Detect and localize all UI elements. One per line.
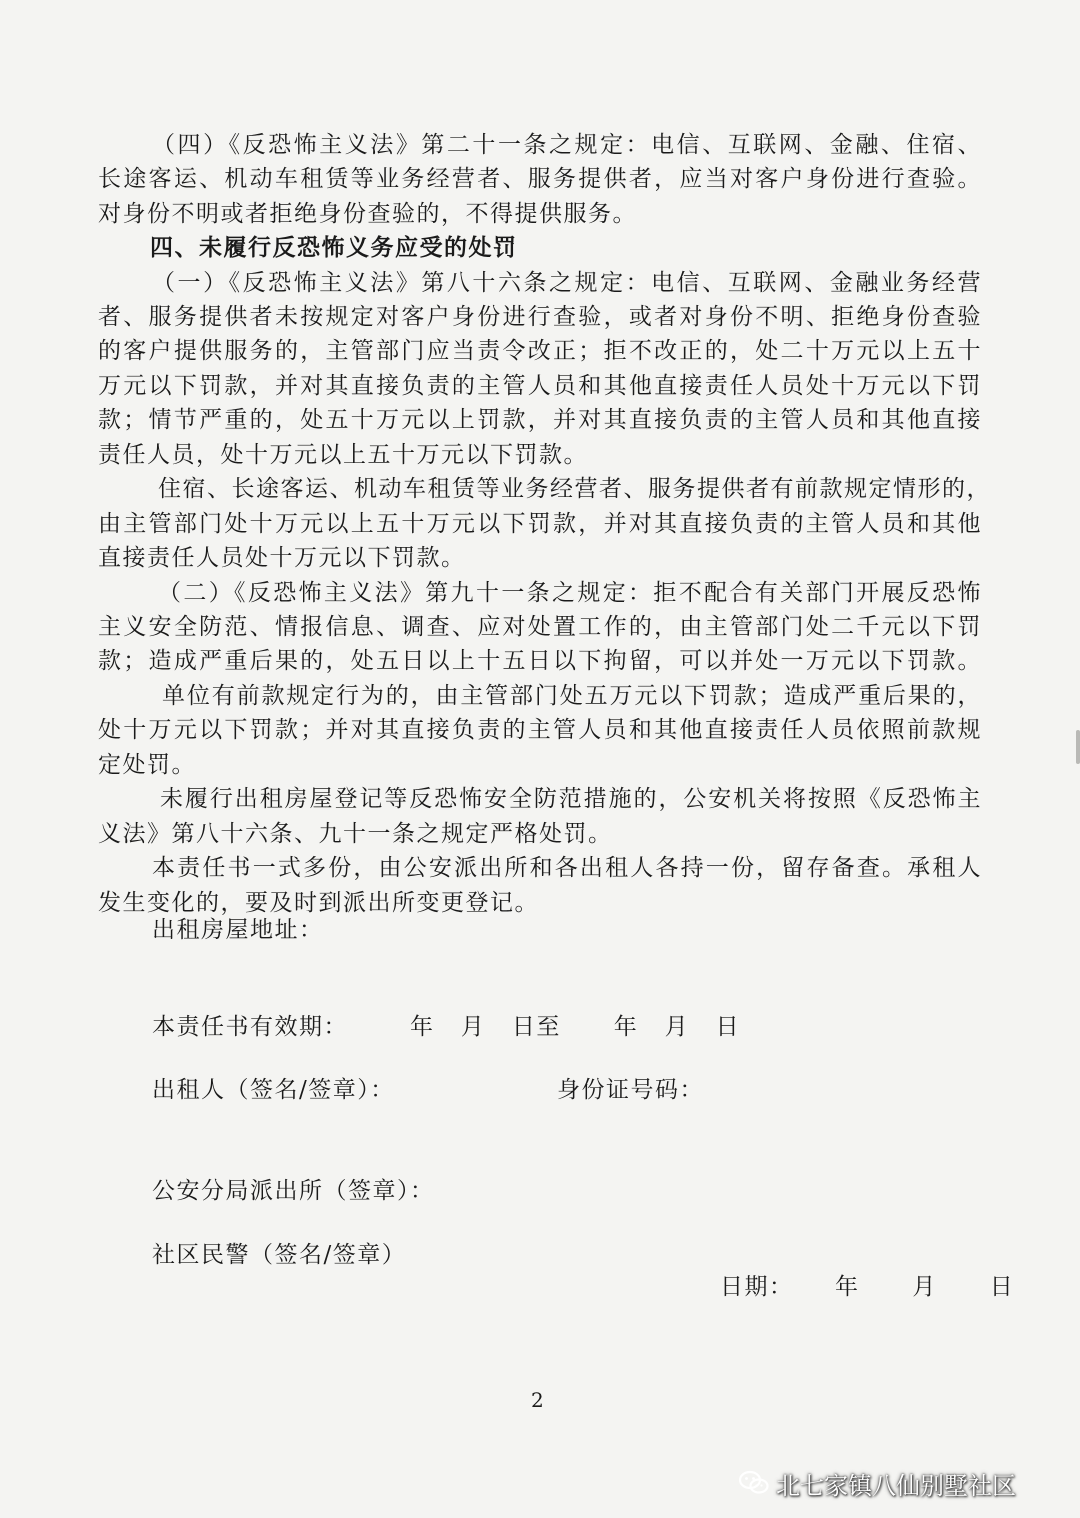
watermark-text: 北七家镇八仙别墅社区 (776, 1471, 1016, 1500)
body-line: 未履行出租房屋登记等反恐怖安全防范措施的，公安机关将按照《反恐怖主 (160, 786, 982, 812)
validity-period-label: 本责任书有效期： (152, 1014, 348, 1040)
date-placeholder: 年 月 日 (835, 1274, 1015, 1300)
body-line: 长途客运、机动车租赁等业务经营者、服务提供者，应当对客户身份进行查验。 (98, 166, 982, 192)
body-line: 本责任书一式多份，由公安派出所和各出租人各持一份，留存备查。承租人 (152, 855, 982, 881)
page-number: 2 (531, 1388, 544, 1412)
id-number-label: 身份证号码： (557, 1077, 704, 1103)
body-line: 由主管部门处十万元以上五十万元以下罚款，并对其直接负责的主管人员和其他 (98, 511, 982, 537)
rental-address-label: 出租房屋地址： (152, 917, 324, 943)
body-line: 者、服务提供者未按规定对客户身份进行查验，或者对身份不明、拒绝身份查验 (98, 304, 982, 330)
body-line: 万元以下罚款，并对其直接负责的主管人员和其他直接责任人员处十万元以下罚 (98, 373, 982, 399)
body-line: 款；造成严重后果的，处五日以上十五日以下拘留，可以并处一万元以下罚款。 (98, 648, 982, 674)
body-line: 责任人员，处十万元以上五十万元以下罚款。 (98, 442, 588, 468)
body-line: 款；情节严重的，处五十万元以上罚款，并对其直接负责的主管人员和其他直接 (98, 407, 982, 433)
page-edge-mark (1076, 730, 1080, 764)
body-line: （二）《反恐怖主义法》第九十一条之规定：拒不配合有关部门开展反恐怖 (158, 580, 982, 606)
landlord-signature-label: 出租人（签名/签章）： (152, 1077, 395, 1103)
body-line: 直接责任人员处十万元以下罚款。 (98, 545, 466, 571)
body-line: （四）《反恐怖主义法》第二十一条之规定：电信、互联网、金融、住宿、 (152, 132, 982, 158)
date-label: 日期： (720, 1274, 794, 1300)
body-line: （一）《反恐怖主义法》第八十六条之规定：电信、互联网、金融业务经营 (152, 270, 982, 296)
body-line: 主义安全防范、情报信息、调查、应对处置工作的，由主管部门处二千元以下罚 (98, 614, 982, 640)
body-line: 发生变化的，要及时到派出所变更登记。 (98, 890, 539, 916)
police-station-seal-label: 公安分局派出所（签章）： (152, 1178, 435, 1204)
body-line: 定处罚。 (98, 752, 196, 778)
validity-date-placeholder: 年 月 日至 年 月 日 (410, 1014, 741, 1040)
wechat-watermark (738, 1466, 1016, 1500)
body-line: 单位有前款规定行为的，由主管部门处五万元以下罚款；造成严重后果的， (162, 683, 982, 709)
community-officer-label: 社区民警（签名/签章） (152, 1242, 407, 1268)
body-line: 对身份不明或者拒绝身份查验的，不得提供服务。 (98, 201, 637, 227)
body-line: 处十万元以下罚款；并对其直接负责的主管人员和其他直接责任人员依照前款规 (98, 717, 982, 743)
body-line: 义法》第八十六条、九十一条之规定严格处罚。 (98, 821, 613, 847)
body-line: 的客户提供服务的，主管部门应当责令改正；拒不改正的，处二十万元以上五十 (98, 338, 982, 364)
wechat-icon (738, 1469, 770, 1497)
body-line: 住宿、长途客运、机动车租赁等业务经营者、服务提供者有前款规定情形的， (158, 476, 991, 502)
section-heading: 四、未履行反恐怖义务应受的处罚 (150, 235, 518, 261)
